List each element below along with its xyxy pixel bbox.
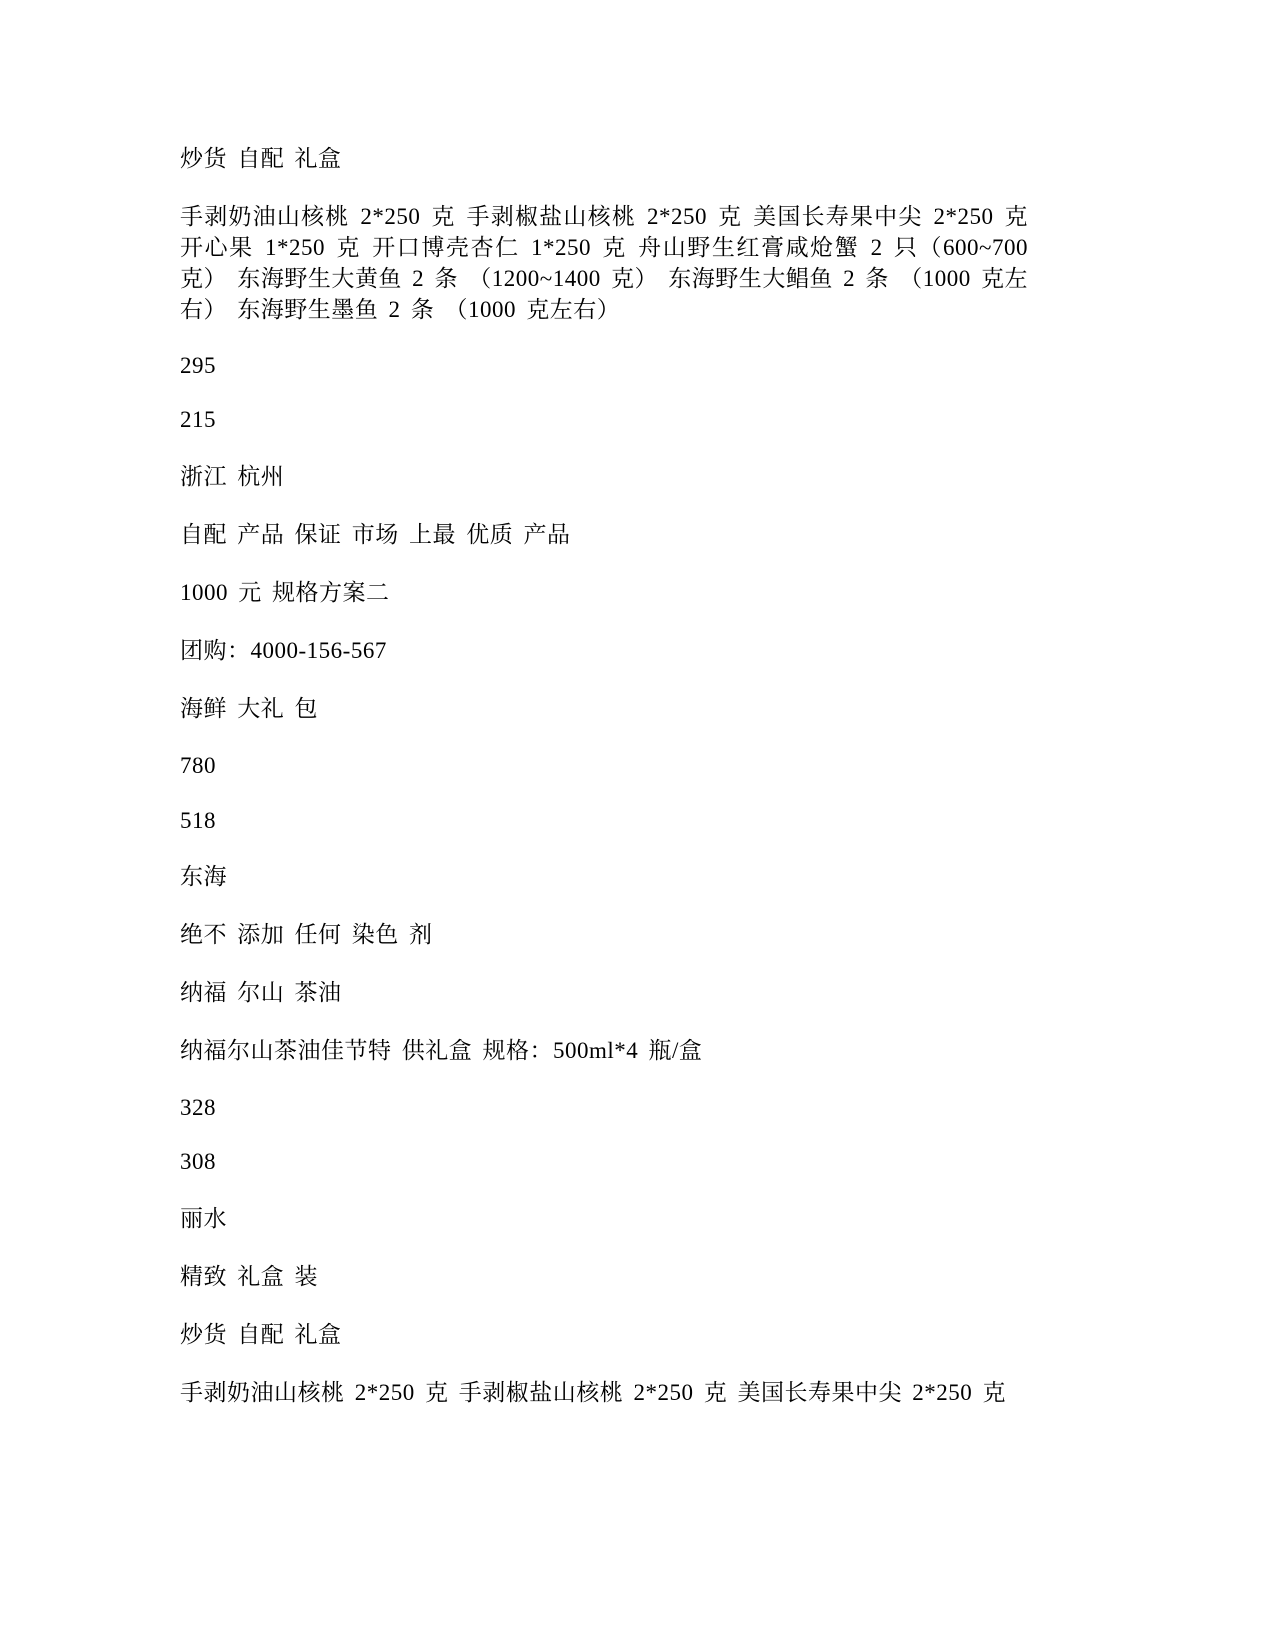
paragraph-contents-list: 手剥奶油山核桃 2*250 克 手剥椒盐山核桃 2*250 克 美国长寿果中尖 2*250 克 [180,1380,1006,1405]
paragraph-origin: 浙江 杭州 [180,464,285,489]
paragraph-quality-note: 绝不 添加 任何 染色 剂 [180,922,433,947]
paragraph-original-price: 780 [180,753,216,778]
paragraph-origin: 东海 [180,864,227,889]
paragraph-original-price: 295 [180,353,216,378]
paragraph-origin: 丽水 [180,1206,227,1231]
paragraph-product-name: 纳福 尔山 茶油 [180,980,342,1005]
paragraph-sale-price: 215 [180,407,216,432]
paragraph-sale-price: 518 [180,808,216,833]
paragraph-quality-note: 自配 产品 保证 市场 上最 优质 产品 [180,522,571,547]
paragraph-product-spec: 纳福尔山茶油佳节特 供礼盒 规格：500ml*4 瓶/盒 [180,1038,703,1063]
paragraph-packaging-note: 精致 礼盒 装 [180,1264,318,1289]
paragraph-original-price: 328 [180,1095,216,1120]
paragraph-sale-price: 308 [180,1149,216,1174]
paragraph-seafood-pack: 海鲜 大礼 包 [180,696,318,721]
paragraph-plan-title: 1000 元 规格方案二 [180,580,390,605]
paragraph-category-nuts: 炒货 自配 礼盒 [180,146,342,171]
paragraph-category-nuts: 炒货 自配 礼盒 [180,1322,342,1347]
paragraph-group-buy-phone: 团购：4000-156-567 [180,638,387,663]
paragraph-contents-list: 手剥奶油山核桃 2*250 克 手剥椒盐山核桃 2*250 克 美国长寿果中尖 2*250 克 开心果 1*250 克 开口博壳杏仁 1*250 克 舟山野生红膏咸炝蟹 2 只（600~700 克） 东海野生大黄鱼 2 条 （1200~1400 克） 东海野生大鲳鱼 2 条 （1000 克左右） 东海野生墨鱼 2 条 （1000 克左右） [180,204,1039,322]
